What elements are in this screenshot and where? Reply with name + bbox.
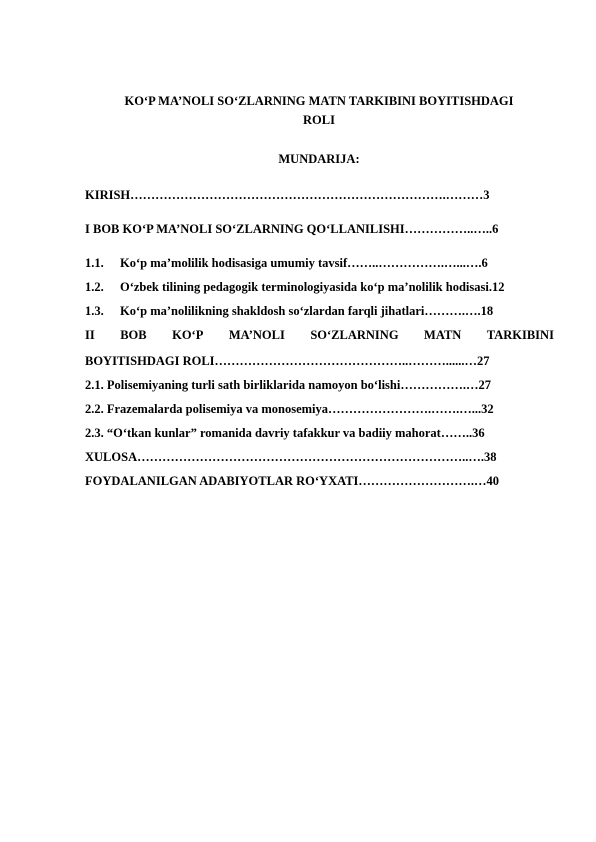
toc-word: BOB (120, 328, 147, 342)
toc-heading: MUNDARIJA: (278, 152, 360, 166)
toc-entry-text: Ko‘p ma’molilik hodisasiga umumiy tavsif……..…………….…...….6 (120, 256, 488, 270)
toc-entry-number: 1.3. (85, 304, 104, 318)
document-title-line-2: ROLI (303, 113, 335, 127)
toc-entry-2-3: 2.3. “O‘tkan kunlar” romanida davriy tafakkur va badiiy mahorat……..36 (85, 426, 485, 440)
toc-word: TARKIBINI (486, 328, 554, 342)
toc-entry-number: 1.1. (85, 256, 104, 270)
toc-word: SO‘ZLARNING (310, 328, 399, 342)
toc-entry-2-1: 2.1. Polisemiyaning turli sath birliklarida namoyon bo‘lishi…………….…27 (85, 378, 491, 392)
toc-entry-number: 1.2. (85, 280, 104, 294)
toc-word: II (85, 328, 95, 342)
toc-entry-xulosa: XULOSA……………………………………………………………………..….38 (85, 450, 497, 464)
toc-word: MATN (424, 328, 462, 342)
toc-entry-text: Ko‘p ma’nolilikning shakldosh so‘zlardan farqli jihatlari……….….18 (120, 304, 494, 318)
toc-entry-kirish: KIRISH………………………………………………………………….………3 (85, 188, 490, 202)
toc-entry-2-2: 2.2. Frazemalarda polisemiya va monosemiya…………………….…….…...32 (85, 402, 494, 416)
toc-word: KO‘P (172, 328, 204, 342)
toc-entry-text: O‘zbek tilining pedagogik terminologiyasida ko‘p ma’nolilik hodisasi.12 (120, 280, 505, 294)
toc-entry-chapter-2-line-1 (85, 326, 554, 344)
toc-entry-1-2 (85, 278, 554, 296)
toc-entry-references: FOYDALANILGAN ADABIYOTLAR RO‘YXATI……………………….…40 (85, 474, 500, 488)
document-title-line-1: KO‘P MA’NOLI SO‘ZLARNING MATN TARKIBINI BOYITISHDAGI (124, 94, 514, 108)
toc-entry-chapter-2-line-2: BOYITISHDAGI ROLI………………………………………..………......…27 (85, 354, 490, 368)
toc-entry-1-3 (85, 302, 554, 320)
toc-word: MA’NOLI (228, 328, 285, 342)
toc-entry-chapter-1: I BOB KO‘P MA’NOLI SO‘ZLARNING QO‘LLANILISHI……………..…..6 (85, 222, 499, 236)
toc-entry-1-1 (85, 254, 554, 272)
